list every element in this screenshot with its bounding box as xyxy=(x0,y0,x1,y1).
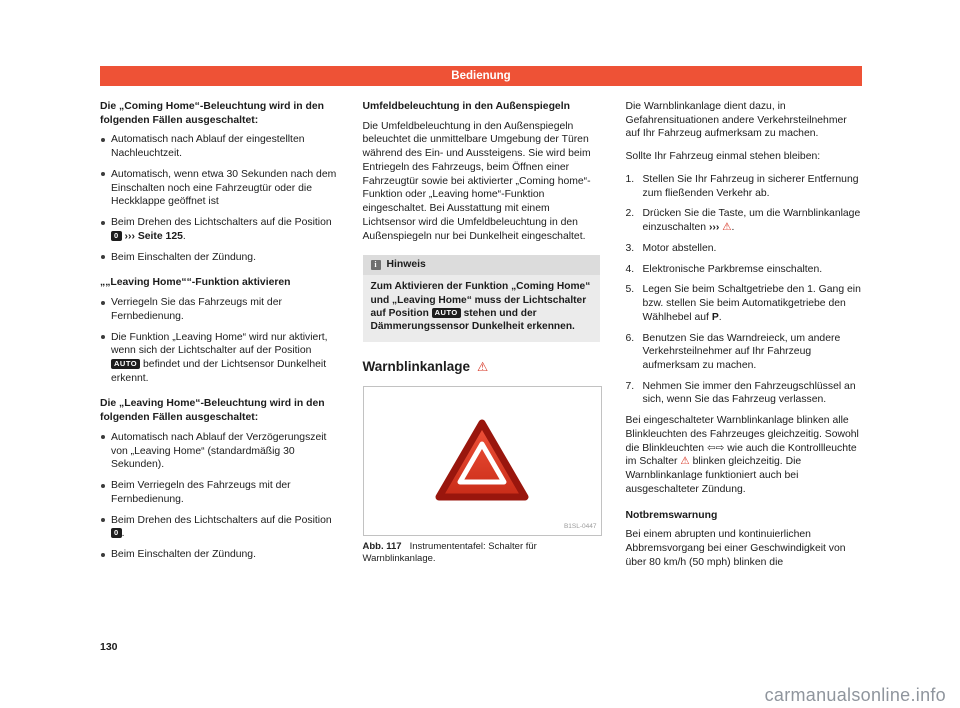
paragraph-text-segment: Bei eingeschalteter Warnblinkanlage blinken alle Blinkleuchten des Fahrzeuges gleichzeitig. Sowohl die Blinkleuchten xyxy=(625,415,859,454)
step-text-segment: Legen Sie beim Schaltgetriebe den 1. Gang ein bzw. stellen Sie beim Automatikgetriebe den Wählhebel auf xyxy=(642,284,861,323)
column-1 xyxy=(100,100,337,579)
reference-arrows: ››› xyxy=(708,222,720,234)
bullet-text xyxy=(111,217,332,242)
paragraph-hazard-purpose: Die Warnblinkanlage dient dazu, in Gefahrensituationen andere Verkehrsteilnehmer auf Ihr Fahrzeug aufmerksam zu machen. xyxy=(625,101,847,140)
page-header-title: Bedienung xyxy=(451,70,511,82)
bullet-text: Beim Einschalten der Zündung. xyxy=(111,549,256,561)
list-item xyxy=(100,331,337,386)
note-box xyxy=(363,255,600,342)
auto-switch-badge: AUTO xyxy=(432,308,461,318)
light-switch-0-badge: 0 xyxy=(111,528,122,538)
page-number: 130 xyxy=(100,641,118,653)
paragraph-mirror-lighting: Die Umfeldbeleuchtung in den Außenspiegeln beleuchtet die unmittelbare Umgebung der Türen während des Ein- und Aussteigens. Sie wird beim Entriegeln des Fahrzeugs, beim Öffnen einer Fahrzeugtür sowie bei aktivierter „Coming home“-Funktion oder „Leaving home“-Funktion eingeschaltet. Bei Ausstattung mit einem Lichtsensor wird die Umfeldbeleuchtung in den Außenspiegeln nur bei Dunkelheit eingeschaltet. xyxy=(362,120,591,242)
numbered-step xyxy=(626,332,863,373)
bullet-text: Automatisch nach Ablauf der Verzögerungszeit von „Leaving Home“ (standardmäßig 30 Sekunden). xyxy=(111,431,327,471)
list-item xyxy=(100,296,337,323)
bullet-text-segment: befindet und der Lichtsensor Dunkelheit erkennt. xyxy=(111,359,327,384)
step-number: 7. xyxy=(625,380,635,392)
auto-switch-badge: AUTO xyxy=(111,359,140,369)
bullet-text-segment: . xyxy=(182,230,186,242)
bullet-icon xyxy=(101,484,105,488)
numbered-step xyxy=(626,173,863,200)
bullet-text: Automatisch nach Ablauf der eingestellten Nachleuchtzeit. xyxy=(111,134,305,160)
page-header-bar xyxy=(100,66,862,86)
step-number: 5. xyxy=(625,284,635,296)
paragraph-emergency-brake: Bei einem abrupten und kontinuierlichen Abbremsvorgang bei einer Geschwindigkeit von über 80 km/h (50 mph) blinken die xyxy=(625,529,846,568)
figure-caption-text: Instrumententafel: Schalter für Warnblinkanlage. xyxy=(362,540,537,564)
gear-position-p: P xyxy=(711,311,719,323)
content-columns xyxy=(100,100,862,579)
note-title: Hinweis xyxy=(386,259,426,271)
bullet-text xyxy=(111,332,328,384)
step-text: Benutzen Sie das Warndreieck, um andere Verkehrsteilnehmer auf Ihr Fahrzeug aufmerksam zu machen. xyxy=(642,332,841,372)
turn-signal-arrows-icon: ⇦⇨ xyxy=(706,441,725,454)
note-text-segment: Zum Aktivieren der Funktion „Coming Home“ und „Leaving Home“ muss der Lichtschalter auf Position xyxy=(370,281,591,319)
info-icon: i xyxy=(371,260,381,270)
subheading-coming-home-off: Die „Coming Home“-Beleuchtung wird in den folgenden Fällen ausgeschaltet: xyxy=(100,101,324,126)
list-item xyxy=(100,168,337,209)
bullet-text-segment: Die Funktion „Leaving Home“ wird nur aktiviert, wenn sich der Lichtschalter auf der Position xyxy=(111,331,328,357)
list-item xyxy=(100,216,337,243)
bullet-text: Verriegeln Sie das Fahrzeugs mit der Fernbedienung. xyxy=(111,297,282,322)
column-2 xyxy=(363,100,600,579)
note-body xyxy=(363,275,600,342)
numbered-step xyxy=(626,380,863,407)
paragraph-blinker-info xyxy=(626,414,863,496)
numbered-step xyxy=(626,242,863,256)
page-reference: ››› Seite 125 xyxy=(121,230,183,242)
step-text: Elektronische Parkbremse einschalten. xyxy=(642,263,823,275)
warning-icon: ⚠ xyxy=(722,221,732,234)
list-item xyxy=(100,251,337,265)
figure-code: B1SL-0447 xyxy=(563,523,597,531)
light-switch-0-badge: 0 xyxy=(111,231,122,241)
step-number: 3. xyxy=(625,242,635,254)
step-text-segment: . xyxy=(731,222,735,234)
bullet-text-segment: Beim Drehen des Lichtschalters auf die Position xyxy=(111,514,332,526)
bullet-icon xyxy=(101,553,105,557)
bullet-icon xyxy=(101,301,105,305)
section-title-text: Warnblinkanlage xyxy=(362,358,471,374)
figure-caption xyxy=(363,541,600,565)
hazard-triangle-image xyxy=(432,416,532,506)
subheading-mirror-lighting: Umfeldbeleuchtung in den Außenspiegeln xyxy=(362,101,570,112)
step-text: Motor abstellen. xyxy=(642,242,717,254)
step-text: Nehmen Sie immer den Fahrzeugschlüssel an sich, wenn Sie das Fahrzeug verlassen. xyxy=(642,380,856,406)
bullet-icon xyxy=(101,335,105,339)
bullet-icon xyxy=(101,518,105,522)
step-number: 2. xyxy=(625,208,635,220)
step-text: Stellen Sie Ihr Fahrzeug in sicherer Entfernung zum fließenden Verkehr ab. xyxy=(642,173,859,199)
bullet-text: Automatisch, wenn etwa 30 Sekunden nach dem Einschalten noch eine Fahrzeugtür oder die Heckklappe geöffnet ist xyxy=(111,168,337,208)
note-header xyxy=(363,255,600,275)
bullet-icon xyxy=(101,435,105,439)
list-item xyxy=(100,431,337,472)
list-item xyxy=(100,133,337,160)
note-text-segment: stehen und der Dämmerungssensor Dunkelheit erkennen. xyxy=(370,307,575,333)
step-text-segment: . xyxy=(718,311,722,323)
step-number: 4. xyxy=(625,263,635,275)
step-number: 6. xyxy=(625,332,635,344)
column-3 xyxy=(626,100,863,579)
step-text-segment: Drücken Sie die Taste, um die Warnblinkanlage einzuschalten xyxy=(642,208,861,234)
paragraph-breakdown-intro: Sollte Ihr Fahrzeug einmal stehen bleiben: xyxy=(625,151,821,163)
paragraph-text-segment: wie auch die Kontrollleuchte im Schalter xyxy=(625,442,857,468)
step-text xyxy=(643,207,863,234)
step-number: 1. xyxy=(625,173,635,185)
subheading-leaving-home-activate: „„Leaving Home““-Funktion aktivieren xyxy=(100,277,291,289)
figure-caption-label: Abb. 117 xyxy=(362,540,402,552)
numbered-step xyxy=(626,263,863,277)
list-item xyxy=(100,514,337,541)
step-text xyxy=(643,283,863,324)
bullet-text: Beim Einschalten der Zündung. xyxy=(111,251,256,263)
numbered-step xyxy=(626,207,863,234)
bullet-text-segment: . xyxy=(121,528,125,540)
subheading-emergency-brake-warning: Notbremswarnung xyxy=(625,509,718,521)
figure-hazard-switch xyxy=(363,386,602,536)
bullet-text: Beim Verriegeln des Fahrzeugs mit der Fernbedienung. xyxy=(111,480,291,505)
paragraph-text-segment: blinken gleichzeitig. Die Warnblinkanlage funktioniert auch bei ausgeschalteter Zündung. xyxy=(625,456,802,495)
watermark: carmanualsonline.info xyxy=(764,685,946,705)
list-item xyxy=(100,548,337,562)
list-item xyxy=(100,479,337,506)
bullet-text xyxy=(111,515,332,540)
subheading-leaving-home-off: Die „Leaving Home“-Beleuchtung wird in den folgenden Fällen ausgeschaltet: xyxy=(100,398,325,424)
bullet-text-segment: Beim Drehen des Lichtschalters auf die Position xyxy=(111,217,332,229)
bullet-icon xyxy=(101,221,105,225)
section-title-hazard-lights xyxy=(363,358,600,376)
bullet-icon xyxy=(101,255,105,259)
warning-icon: ⚠ xyxy=(680,455,690,468)
numbered-step xyxy=(626,283,863,324)
warning-icon: ⚠ xyxy=(477,358,489,374)
bullet-icon xyxy=(101,138,105,142)
bullet-icon xyxy=(101,172,105,176)
